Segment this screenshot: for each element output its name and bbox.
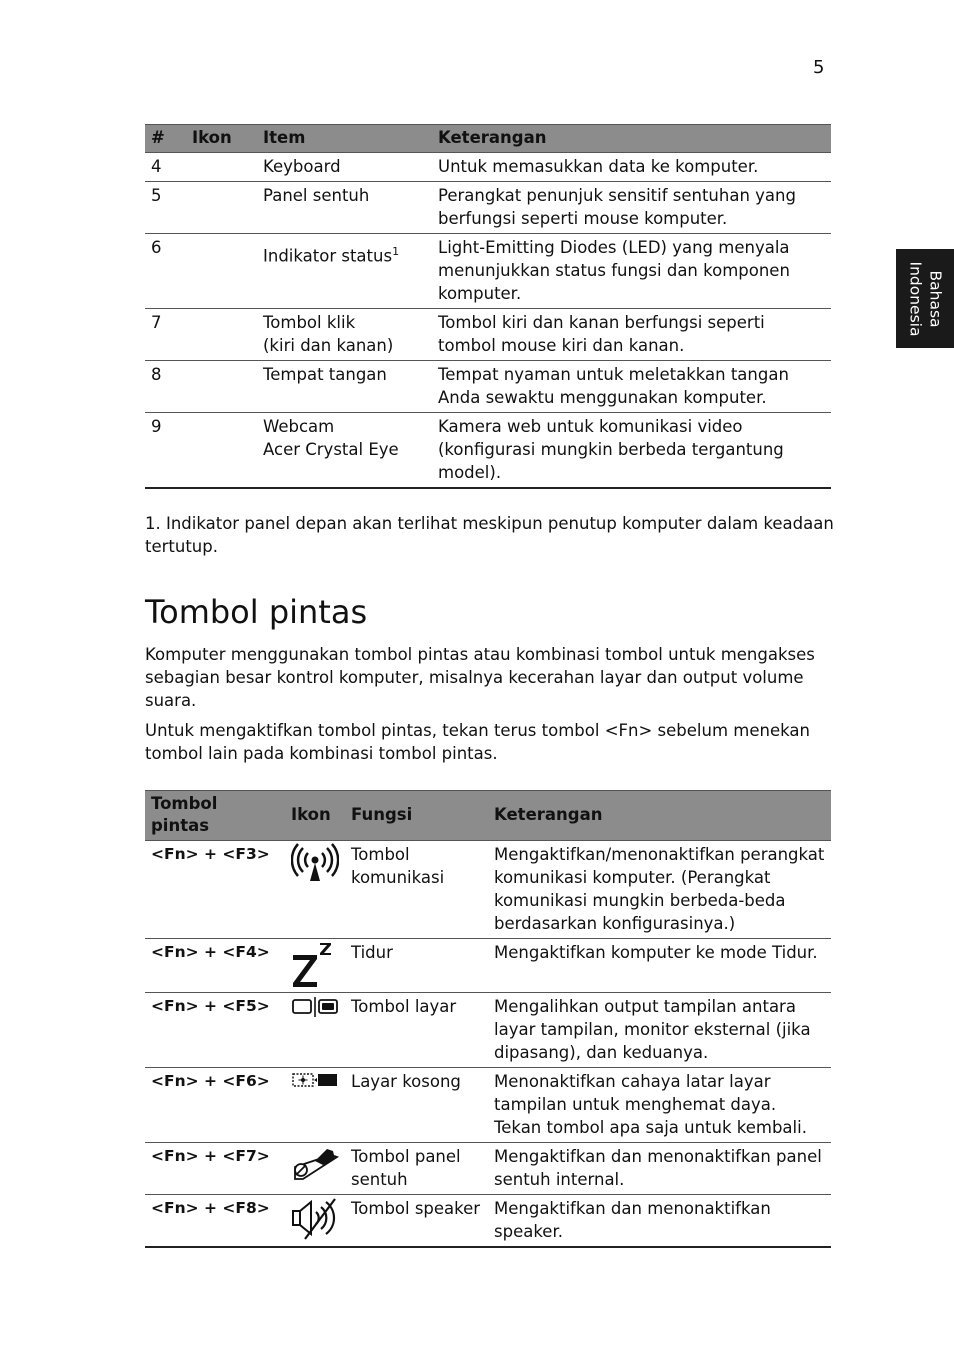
header-func: Fungsi <box>345 791 488 841</box>
table-row <box>145 841 831 939</box>
table-row <box>145 182 831 234</box>
row-icon <box>186 309 257 361</box>
row-num: 5 <box>145 182 186 234</box>
table-row <box>145 1068 831 1143</box>
table-row <box>145 993 831 1068</box>
table-row <box>145 413 831 489</box>
row-num: 7 <box>145 309 186 361</box>
row-desc: Tombol kiri dan kanan berfungsi seperti tombol mouse kiri dan kanan. <box>432 309 831 361</box>
hotkey-desc: Mengaktifkan dan menonaktifkan speaker. <box>488 1195 831 1248</box>
hotkey-desc: Menonaktifkan cahaya latar layar tampilan untuk menghemat daya. Tekan tombol apa saja untuk kembali. <box>488 1068 831 1143</box>
instruction-paragraph <box>145 719 835 765</box>
hotkey-desc: Mengaktifkan dan menonaktifkan panel sentuh internal. <box>488 1143 831 1195</box>
row-desc: Untuk memasukkan data ke komputer. <box>432 153 831 182</box>
hotkey-function: Tombol komunikasi <box>345 841 488 939</box>
header-desc: Keterangan <box>432 125 831 153</box>
row-desc: Perangkat penunjuk sensitif sentuhan yang berfungsi seperti mouse komputer. <box>432 182 831 234</box>
hotkey-function: Layar kosong <box>345 1068 488 1143</box>
table-row <box>145 939 831 993</box>
footnote-ref: 1 <box>392 245 400 258</box>
row-icon <box>186 361 257 413</box>
items-table <box>145 124 831 489</box>
row-item-line1: Webcam <box>263 417 335 436</box>
touchpad-toggle-icon <box>291 1145 341 1181</box>
row-item: Tempat tangan <box>257 361 432 413</box>
header-item: Item <box>257 125 432 153</box>
row-num: 6 <box>145 234 186 309</box>
hotkey-function: Tombol speaker <box>345 1195 488 1248</box>
hotkey-function: Tombol panel sentuh <box>345 1143 488 1195</box>
header-icon: Ikon <box>186 125 257 153</box>
wireless-communication-icon <box>291 843 339 883</box>
table-row <box>145 361 831 413</box>
row-item: Keyboard <box>257 153 432 182</box>
header-num: # <box>145 125 186 153</box>
row-icon <box>186 153 257 182</box>
hotkey-desc: Mengaktifkan komputer ke mode Tidur. <box>488 939 831 993</box>
row-item-text: Indikator status <box>263 246 393 266</box>
table-row <box>145 309 831 361</box>
row-item-line1: Tombol klik <box>263 313 356 332</box>
row-num: 4 <box>145 153 186 182</box>
header-icon: Ikon <box>285 791 345 841</box>
hotkey-function: Tidur <box>345 939 488 993</box>
instruction-text-before: Untuk mengaktifkan tombol pintas, tekan terus tombol <box>145 721 605 740</box>
hotkey: <Fn> + <F6> <box>145 1068 285 1143</box>
page-number: 5 <box>813 57 825 78</box>
speaker-mute-icon <box>291 1197 339 1241</box>
screen-blank-icon <box>291 1070 339 1090</box>
language-tab-line1: Bahasa <box>926 269 944 328</box>
row-num: 8 <box>145 361 186 413</box>
row-item-line2: (kiri dan kanan) <box>263 336 394 355</box>
table-row <box>145 153 831 182</box>
row-item <box>257 413 432 489</box>
footnote: 1. Indikator panel depan akan terlihat meskipun penutup komputer dalam keadaan tertutup. <box>145 514 834 556</box>
instruction-text-after: sebelum menekan tombol lain pada kombinasi tombol pintas. <box>145 721 810 763</box>
row-item-line2: Acer Crystal Eye <box>263 440 399 459</box>
hotkey-icon-cell <box>285 1068 345 1143</box>
intro-paragraph: Komputer menggunakan tombol pintas atau kombinasi tombol untuk mengakses sebagian besar kontrol komputer, misalnya kecerahan layar dan output volume suara. <box>145 645 815 710</box>
hotkey-icon-cell <box>285 841 345 939</box>
hotkey-desc: Mengalihkan output tampilan antara layar tampilan, monitor eksternal (jika dipasang), dan keduanya. <box>488 993 831 1068</box>
hotkey: <Fn> + <F3> <box>145 841 285 939</box>
row-desc: Kamera web untuk komunikasi video (konfigurasi mungkin berbeda tergantung model). <box>432 413 831 489</box>
table-row <box>145 1143 831 1195</box>
header-key: Tombol pintas <box>145 791 285 841</box>
fn-key-label: <Fn> <box>604 721 653 740</box>
hotkey: <Fn> + <F8> <box>145 1195 285 1248</box>
hotkey-icon-cell <box>285 939 345 993</box>
row-item <box>257 309 432 361</box>
row-desc: Tempat nyaman untuk meletakkan tangan Anda sewaktu menggunakan komputer. <box>432 361 831 413</box>
hotkey-desc: Mengaktifkan/menonaktifkan perangkat komunikasi komputer. (Perangkat komunikasi mungkin berbeda-beda berdasarkan konfigurasinya.) <box>488 841 831 939</box>
hotkey-icon-cell <box>285 1143 345 1195</box>
row-item <box>257 234 432 309</box>
row-icon <box>186 234 257 309</box>
row-item: Panel sentuh <box>257 182 432 234</box>
hotkey: <Fn> + <F4> <box>145 939 285 993</box>
header-desc: Keterangan <box>488 791 831 841</box>
hotkeys-table <box>145 790 831 1248</box>
table-row <box>145 1195 831 1248</box>
section-title: Tombol pintas <box>145 593 368 631</box>
display-toggle-icon <box>291 995 339 1019</box>
hotkey-icon-cell <box>285 993 345 1068</box>
hotkey-function: Tombol layar <box>345 993 488 1068</box>
row-icon <box>186 413 257 489</box>
row-num: 9 <box>145 413 186 489</box>
language-tab <box>896 249 954 348</box>
hotkey-icon-cell <box>285 1195 345 1248</box>
sleep-icon <box>291 941 333 989</box>
row-desc: Light-Emitting Diodes (LED) yang menyala menunjukkan status fungsi dan komponen komputer. <box>432 234 831 309</box>
language-tab-line2: Indonesia <box>906 261 924 336</box>
hotkey: <Fn> + <F5> <box>145 993 285 1068</box>
row-icon <box>186 182 257 234</box>
table-row <box>145 234 831 309</box>
hotkey: <Fn> + <F7> <box>145 1143 285 1195</box>
